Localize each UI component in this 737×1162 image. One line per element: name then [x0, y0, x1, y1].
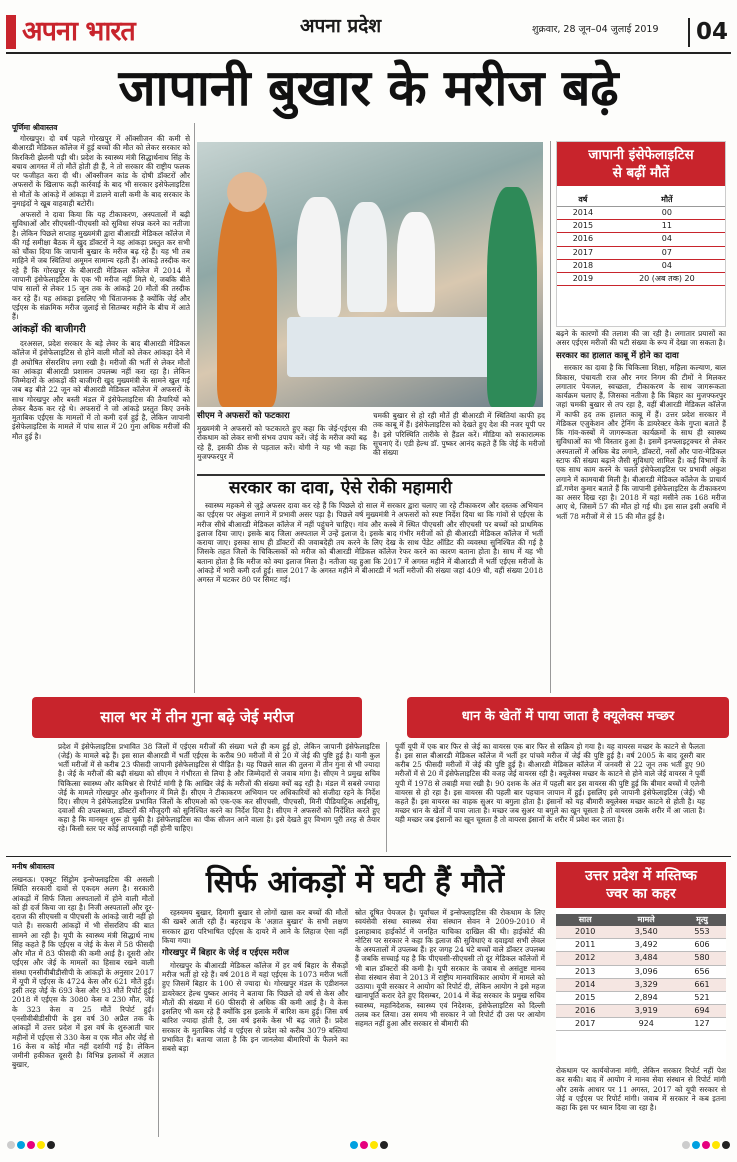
table-row [556, 952, 726, 965]
table-row [557, 259, 725, 272]
cell-patients: 3,096 [614, 965, 678, 978]
cell-year: 2019 [557, 272, 609, 285]
claim-text [197, 501, 543, 693]
photo-figure [297, 197, 341, 317]
column-divider [550, 141, 551, 693]
claim-heading: सरकार का दावा, ऐसे रोकी महामारी [229, 478, 452, 498]
story1-mid-right: चमकी बुखार से हो रही मौतें ही बीआरडी में स्थितियां काफी हद तक काबू में हैं। इंसेफेलाइटिस को देखते हुए देश की नजर यूपी पर है। इसे परिस्थिति तारीके से हैंडल करें। मीडिया को सकारात्मक सूचनाएं दें। एडी हेल्थ डॉ. पुष्कर आनंद कहते हैं कि जेई के मरीजों की संख्या [373, 411, 545, 458]
cell-year: 2016 [557, 233, 609, 246]
table-row [556, 926, 726, 939]
byline-1: पूर्णिमा श्रीवास्तव [12, 123, 58, 132]
cell-deaths: 20 (अब तक) 20 [609, 272, 725, 285]
reg-dot [47, 1141, 55, 1149]
table-row [557, 220, 725, 233]
story1-col1 [12, 134, 190, 694]
main-headline: जापानी बुखार के मरीज बढ़े [118, 59, 619, 117]
cell-year: 2018 [557, 259, 609, 272]
cell-patients: 3,919 [614, 1005, 678, 1018]
col-deaths: मौतें [609, 194, 725, 207]
cell-year: 2012 [556, 952, 614, 965]
cell-year: 2017 [556, 1018, 614, 1031]
reg-dot [722, 1141, 730, 1149]
reg-dot [682, 1141, 690, 1149]
column-divider [194, 123, 195, 693]
banner-right: धान के खेतों में पाया जाता है क्यूलेक्स मच्छर [407, 697, 729, 738]
issue-date: शुक्रवार, 28 जून–04 जुलाई 2019 [532, 24, 659, 35]
story3-col2 [162, 908, 348, 1137]
reg-dots-center [349, 1141, 389, 1151]
story3-para: रहस्यमय बुखार, दिमागी बुखार से लोगों खास कर बच्चों की मौतों की खबरें आती रही हैं। बहराइच के 'अज्ञात बुखार' के सभी लक्षण सरकार द्वारा परिभाषित एईएस के दायरे में आने के लिहाज ऐसा नहीं किया गया। [162, 908, 348, 945]
col-patients: मामले [614, 914, 678, 926]
table-row [556, 978, 726, 991]
cell-patients: 3,540 [614, 926, 678, 939]
table-row [556, 939, 726, 952]
box1-title-line: से बढ़ीं मौतें [612, 165, 670, 181]
table-row [556, 965, 726, 978]
cell-deaths: 694 [678, 1005, 726, 1018]
claim-top-rule [197, 474, 545, 476]
cell-deaths: 04 [609, 233, 725, 246]
cell-deaths: 127 [678, 1018, 726, 1031]
cell-patients: 3,329 [614, 978, 678, 991]
story1-para: बढ़ने के कारणों की तलाश की जा रही है। लगातार प्रयासों का असर एईएस मरीजों की घटी संख्या के रूप में देखा जा सकता है। [556, 329, 726, 348]
subhead-control: सरकार का हालात काबू में होने का दावा [556, 350, 679, 361]
cell-year: 2014 [557, 207, 609, 220]
column-divider [386, 742, 387, 852]
photo-figure [347, 202, 387, 312]
cell-deaths: 580 [678, 952, 726, 965]
cell-deaths: 04 [609, 259, 725, 272]
story3-para: गोरखपुर के बीआरडी मेडिकल कॉलेज में हर वर्ष बिहार के सैकड़ों मरीज भर्ती हो रहे हैं। वर्ष 2018 में यहां एईएस के 1073 मरीज भर्ती हुए जिसमें बिहार के 100 से ज्यादा थे। गोरखपुर मंडल के एडीशनल डायरेक्टर हेल्थ पुष्कर आनंद ने बताया कि पिछले दो वर्ष से केस और मौतों की संख्या में 60 फीसदी से अधिक की कमी आई है। वे केस इसलिए भी कम रहे हैं क्योंकि इस इलाके में बारिश कम हुई। जिस वर्ष बारिश ज्यादा होती है, उस वर्ष इसके केस भी बढ़ जाते हैं। प्रदेश सरकार के मुताबिक जेई व एईएस से प्रदेश को करीब 3079 बस्तियां प्रभावित हैं। बताया जाता है कि इन जानलेवा बीमारियों के फैलने का सबसे बड़ा [162, 960, 348, 1054]
subhead-bihar: गोरखपुर में बिहार के जेई व एईएस मरीज [162, 948, 289, 959]
table-box-deaths [556, 141, 726, 327]
cell-patients: 3,492 [614, 939, 678, 952]
byline-2: मनीष श्रीवास्तव [12, 862, 55, 871]
claim-para: स्वास्थ्य महकमे से जुड़े अफसर दावा कर रहे हैं कि पिछले दो साल में सरकार द्वारा चलाए जा रहे टीकाकरण और दस्तक अभियान का एईएस पर अंकुश लगाने में प्रभावी असर पड़ा है। पिछले वर्ष मुख्यमंत्री ने अफसरों को स्पष्ट निर्देश दिया था कि गांवों से एईएस के मरीज सीधे बीआरडी मेडिकल कॉलेज में नहीं पहुंचने चाहिए। गांव और कस्बे में स्थित पीएचसी और सीएचसी पर बच्चों को प्राथमिक इलाज दिया जाए। इसके बाद जिला अस्पताल में उन्हें इलाज दे। इसके बाद गंभीर मरीजों को ही बीआरडी मेडिकल कॉलेज में भर्ती कराया जाए। इसका साथ ही डॉक्टरों की जवाबदेही तय करने के लिए देख के साथ पेंडेट ऑडिट की व्यवस्था सुनिश्चित की गई है जिसके तहत जिलों के चिकित्सकों को मरीज को बीआरडी मेडिकल कॉलेज रेफर करने का कारण बताना होता है। साथ में यह भी बताना होता है कि मरीज को क्या इलाज मिला है। नतीजा यह हुआ कि 2017 में अगस्त महीने में बीआरडी में भर्ती एईएस मरीजों के आंकड़े में भारी कमी दर्ज हुई। साल 2017 के अगस्त महीने में बीआरडी में भर्ती मरीजों की संख्या जहां 409 थी, वहीं संख्या 2018 अगस्त में घटकर 80 पर सिमट गई। [197, 501, 543, 585]
box2-title-line: ज्वर का कहर [606, 886, 676, 902]
photo-figure [227, 172, 267, 212]
col-deaths: मृत्यु [678, 914, 726, 926]
reg-dot [712, 1141, 720, 1149]
table-row [557, 207, 725, 220]
cell-deaths: 661 [678, 978, 726, 991]
story1-para: दरअसल, प्रदेश सरकार के बड़े लेवर के बाद बीआरडी मेडिकल कॉलेज में इंसेफेलाइटिस से होने वाली मौतों को लेकर आंकड़ा देने में ही अघोषित सेंसरशिप लगा रखी है। मरीजों की भर्ती से लेकर मौतों का आंकड़ा बीआरडी प्रशासन उपलब्ध नहीं करा रहा है। लेकिन जिम्मेदारों के आंकड़ों की बाजीगरी खुद मुख्यमंत्री के सामने खुल गई जब बड़ बीते 22 जून को बीआरडी मेडिकल कॉलेज में अफसरों के साथ गोरखपुर और बस्ती मंडल में इंसेफेलाइटिस की तैयारियों को लेकर बैठक कर रहे थे। अफसरों ने जो आंकड़े प्रस्तुत किए उनके मुताबिक एईएस के मामलों में तो कमी दर्ज हुई है, लेकिन जापानी इंसेफेलाइटिस के मामले में पांच साल में 20 गुना अधिक मरीजों की मौत हुई है। [12, 339, 190, 441]
photo-figure [397, 212, 435, 312]
table-row [557, 272, 725, 285]
reg-dots-right [681, 1141, 731, 1151]
story3-col4: रोकथाम पर कार्ययोजना मांगी, लेकिन सरकार रिपोर्ट नहीं पेश कर सकी। बाद में आयोग ने मानव सेवा संस्थान से रिपोर्ट मांगी और उसके आधार पर 11 अगस्त, 2017 को यूपी सरकार से जेई व एईएस पर रिपोर्ट मांगी। जवाब में सरकार ने कब इतना कहा कि इस पर ध्यान दिया जा रहा है। [556, 1066, 726, 1113]
story3-col3: स्रोत दूषित पेयजल है। पूर्वांचल में इन्सेफ्लाइटिस की रोकथाम के लिए स्वयंसेवी संस्था स्वास्थ्य सेवा संस्थान सेवन ने 2009-2010 में इलाहाबाद हाईकोर्ट में जनहित याचिका दाखिल की थी। हाईकोर्ट की नोटिस पर सरकार ने कहा कि इलाज की सुविधाएं व दवाइयां सभी लेवल के अस्पतालों में उपलब्ध हैं। हर जगह 24 घंटे बच्चों वाले डॉक्टर उपलब्ध हैं जबकि सच्चाई यह है कि पीएचसी-सीएचसी तो दूर मेडिकल कॉलेजों में भी बाल डॉक्टरों की कमी है। यूपी सरकार के जवाब से असंतुष्ट मानव सेवा संस्थान सेवा ने 2013 में राष्ट्रीय मानवाधिकार आयोग में मामले को उठाया। यूपी सरकार ने आयोग को रिपोर्ट दी, लेकिन आयोग ने इसे महज खानापूर्ति करार देते हुए दिसम्बर, 2014 में केंद्र सरकार के प्रमुख सचिव स्वास्थ्य, महानिदेशक, स्वास्थ्य एवं निदेशक, इंसेफेलाइटिस को दिल्ली तलब कर लिया। उस समय भी सरकार ने जो रिपोर्ट दी उस पर आयोग सहमत नहीं हुआ और सरकार से बीमारी की [355, 908, 545, 1029]
story2-left: प्रदेश में इंसेफेलाइटिस प्रभावित 38 जिलों में एईएस मरीजों की संख्या भले ही कम हुई हो, लेकिन जापानी इंसेफेलाइटिस (जेई) के मामले बढ़े हैं। इस साल बीआरडी में भर्ती एईएस के करीब 90 मरीजों में से 20 में जेई की पुष्टि हुई है। यानी कुल भर्ती मरीजों में से करीब 23 फीसदी जापानी इंसेफेलाइटिस से पीड़ित है। यह पिछले साल की तुलना में तीन गुना से भी ज्यादा है। जेई के मरीजों की बढ़ी संख्या को सीएम ने गंभीरता से लिया है और जिम्मेदारों से जवाब मांगा है। सीएम ने प्रमुख सचिव चिकित्सा स्वास्थ्य और कमिश्नर से रिपोर्ट मांगी है कि आखिर जेई के मरीजों की संख्या क्यों बढ़ रही है। मंडल में सबसे ज्यादा जेई के मामले गोरखपुर और कुशीनगर में मिले हैं। सीएम ने टीकाकरण अभियान पर अधिकारियों को संजीदा रहने के निर्देश दिए। सीएम ने इंसेफेलाइटिस प्रभावित जिलों के सीएमओ को एक-एक कर सीएचसी, पीएचसी, मिनी पीडियाट्रिक आईसीयू, दवाओं की उपलब्धता, डॉक्टरों की मौजूदगी को सुनिश्चित करने का निर्देश दिया है। सीएम ने अफसरों को निर्देशित करते हुए कहा है कि मानसून शुरू हो चुकी है। इंसेफेलाइटिस का पीक सीजन आने वाला है। इसे देखते हुए विभाग पूरी तरह से तैयार रहे। किसी स्तर पर कोई लापरवाही नहीं होनी चाहिए। [58, 742, 380, 834]
reg-dot [37, 1141, 45, 1149]
cell-year: 2013 [556, 965, 614, 978]
header-rule [6, 52, 731, 54]
reg-dot [380, 1141, 388, 1149]
cell-year: 2015 [556, 991, 614, 1004]
cell-deaths: 656 [678, 965, 726, 978]
masthead-logo-block [0, 12, 140, 52]
story3-col1: लखनऊ। एक्यूट सिंड्रोम इन्सेफ्लाइटिस की असली स्थिति सरकारी दावों से एकदम अलग है। सरकारी आंकड़ों में सिर्फ जिला अस्पतालों में होने वाली मौतों को ही दर्ज किया जा रहा है। निजी अस्पतालों और दूर-दराज की सीएचसी व पीएचसी के आंकड़े जारी नहीं हो पाते हैं। सरकारी आंकड़ों में भी सेंसरशिप की बात सामने आ रही है। यूपी के स्वास्थ्य मंत्री सिद्धार्थ नाथ सिंह कहते हैं कि एईएस व जेई के केस में 58 फीसदी और मौत में 83 फीसदी की कमी आई है। दूसरी ओर एईएस और जेई के मामलों का हिसाब रखने वाली संस्था एनसीवीबीडीसीपी के आंकड़ों के अनुसार 2017 में यूपी में एईएस के 4724 केस और 621 मौतें हुईं। इसी तरह जेई के 693 केस और 93 मौतें रिपोर्ट हुईं। 2018 में एईएस के 3080 केस व 230 मौत, जेई के 323 केस व 25 मौतें रिपोर्ट हुईं। एनसीवीबीडीसीपी के इस वर्ष 30 अप्रैल तक के आंकड़ों में उत्तर प्रदेश में इस वर्ष के शुरुआती चार महीनों में एईएस से 330 केस व एक मौत और जेई से 16 केस व कोई मौत नहीं दर्शायी गई है। लेकिन जमीनी हकीकत दूसरी है। विभिन्न इलाकों में अज्ञात बुखार, [12, 875, 154, 1070]
cell-deaths: 07 [609, 246, 725, 259]
cell-year: 2015 [557, 220, 609, 233]
story1-para: अफसरों ने दावा किया कि यह टीकाकरण, अस्पतालों में बढ़ी सुविधाओं और सीएचसी-पीएचसी को सुविधा संपन्न करने का नतीजा है। लेकिन पिछले सप्ताह मुख्यमंत्री द्वारा बीआरडी मेडिकल कॉलेज में की गई समीक्षा बैठक में खुद डॉक्टरों ने यह आंकड़ा प्रस्तुत कर सभी को चौंका दिया कि जापानी बुखार के मरीज बढ़ रहे हैं। यह भी तब माहिने में जब स्थितियां अमूमन सामान्य रहती हैं। आंकड़े तस्दीक कर रहे हैं कि गोरखपुर के बीआरडी मेडिकल कॉलेज में 2014 में जापानी इंसेफेलाइटिस के एक भी मरीज नहीं मिले थे, जबकि बीते पांच सालों से लेकर 15 जून तक के आंकड़े 20 मौतों की तस्दीक कर रहे हैं। यह आंकड़ा इसलिए भी चिंताजनक है क्योंकि जेई और एईएस के संक्रमिक मरीज जुलाई से सितम्बर महीने के बीच में आते हैं। [12, 210, 190, 322]
story1-para: सरकार का दावा है कि चिकित्सा शिक्षा, महिला कल्याण, बाल विकास, पंचायती राज और नगर निगम की टीमों ने मिलकर लगातार पेयजल, स्वच्छता, टीकाकरण के साथ जागरूकता कार्यक्रम चलाए हैं, जिसका नतीजा है कि बिहार का मुजफ्फरपुर जहां चमकी बुखार से तप रहा है, वहीं बीआरडी मेडिकल कॉलेज में काफी हद तक हालात काबू में हैं। उत्तर प्रदेश सरकार में मेडिकल एजुकेशन और ट्रेनिंग के डायरेक्टर केके गुप्ता बताते हैं कि गांव-कस्बों में जागरूकता कार्यक्रमों के साथ ही स्वास्थ्य सुविधाओं का भी विस्तार हुआ है। इसमें इनफ्लाइट्रक्चर से लेकर अस्पतालों में अधिक बेड लगाने, डॉक्टरों, नर्सों और पारा-मेडिकल स्टाफ की संख्या बढ़ाने जैसी सुविधाएं शामिल हैं। कई विभागों के एक साथ काम करने के चलते इंसेफेलाइटिस पर प्रभावी अंकुश लगाने में कामयाबी मिली है। बीआरडी मेडिकल कॉलेज के प्राचार्य डॉ.गणेश कुमार बताते हैं कि जापानी इंसेफेलाइटिस के टीकाकरण का असर दिख रहा है। 2018 में यहां मसीने तक 168 मरीज आए थे, जिसमें 57 की मौत हो गई थी। इस साल इसी अवधि में भर्ती 78 मरीजों में से 15 की मौत हुई है। [556, 363, 726, 521]
reg-dot [27, 1141, 35, 1149]
box2-title-line: उत्तर प्रदेश में मस्तिष्क [585, 868, 697, 884]
subhead-figures: आंकड़ों की बाजीगरी [12, 324, 86, 336]
table-row [556, 1005, 726, 1018]
headline-2: सिर्फ आंकड़ों में घटी हैं मौतें [205, 865, 505, 900]
table-row [557, 233, 725, 246]
deaths-table [557, 194, 725, 286]
print-registration-marks [6, 1141, 731, 1151]
cases-table [556, 914, 726, 1031]
cell-year: 2016 [556, 1005, 614, 1018]
reg-dot [350, 1141, 358, 1149]
cell-deaths: 553 [678, 926, 726, 939]
col-year: वर्ष [557, 194, 609, 207]
story2-right: पूर्वी यूपी में एक बार फिर से जेई का वायरस एक बार फिर से सक्रिय हो गया है। यह वायरस मच्छर के काटने से फैलता है। इस साल बीआरडी मेडिकल कॉलेज में भर्ती हर पांचवे मरीज में जेई की पुष्टि हुई है। वर्ष 2005 के बाद दूसरी बार करीब 25 फीसदी मरीजों में जेई की पुष्टि हुई है। बीआरडी मेडिकल कॉलेज में जनवरी से 22 जून तक भर्ती हुए 90 मरीजों में से 20 में इंसेफेलाइटिस की वजह जेई वायरस रही है। क्यूलेक्स मच्छर के काटने से होने वाले जेई वायरस ने पूर्वी यूपी में 1978 से तबाही मचा रखी है। 90 दशक के अंत में पहली बार इस वायरस की पुष्टि हुई कि बीमार बच्चों में एलेनी वायरस से हो रहा है। इस वायरस की पहली बार पहचान जापान में हुई। इसलिए इसे जापानी इंसेफेलाइटिस (जेई) भी कहते हैं। इस वायरस का वाहक सुअर या बगुला होता है। इंसानों को यह बीमारी क्यूलेक्स मच्छर काटने से होती है। यह मच्छर धान के खेतों में पाया जाता है। मच्छर जब सुअर या बगुले का खून चूसता है तो वायरस उसके शरीर में आ जाता है। यही मच्छर जब इंसानों का खून चूसता है तो वायरस इंसानों के शरीर में प्रवेश कर जाता है। [395, 742, 705, 825]
story1-mid-left: मुख्यमंत्री ने अफसरों को फटकारते हुए कहा कि जेई-एईएस की रोकथाम को लेकर सभी संभव उपाय करें। जेई के मरीज क्यों बढ़ रहे हैं, इसकी ठीक से पड़ताल करें। योगी ने यह भी कहा कि मुजफ्फरपुर में [197, 424, 367, 461]
photo-figure [487, 187, 537, 407]
box1-title [557, 142, 725, 186]
cell-deaths: 521 [678, 991, 726, 1004]
news-photo [197, 142, 543, 407]
cell-patients: 2,894 [614, 991, 678, 1004]
reg-dot [17, 1141, 25, 1149]
cell-year: 2011 [556, 939, 614, 952]
column-divider [158, 875, 159, 1137]
table-row [556, 1018, 726, 1031]
reg-dot [702, 1141, 710, 1149]
cell-year: 2017 [557, 246, 609, 259]
reg-dots-left [6, 1141, 56, 1151]
table-box-cases [556, 862, 726, 1062]
section-name: अपना प्रदेश [300, 15, 382, 37]
banner-left: साल भर में तीन गुना बढ़े जेई मरीज [32, 697, 362, 738]
reg-dot [370, 1141, 378, 1149]
cell-deaths: 606 [678, 939, 726, 952]
cell-patients: 924 [614, 1018, 678, 1031]
table-row [556, 991, 726, 1004]
cell-year: 2010 [556, 926, 614, 939]
cell-patients: 3,484 [614, 952, 678, 965]
cell-deaths: 00 [609, 207, 725, 220]
newspaper-logo: अपना भारत [22, 15, 135, 47]
reg-dot [7, 1141, 15, 1149]
section-rule [6, 856, 731, 857]
table-row [557, 246, 725, 259]
page-number: 04 [688, 18, 728, 47]
box1-title-line: जापानी इंसेफेलाइटिस [588, 147, 694, 163]
logo-bar [6, 15, 16, 49]
reg-dot [360, 1141, 368, 1149]
story1-col3 [556, 329, 726, 693]
cell-deaths: 11 [609, 220, 725, 233]
box2-title [556, 862, 726, 908]
story1-para: गोरखपुर। दो वर्ष पहले गोरखपुर में ऑक्सीजन की कमी से बीआरडी मेडिकल कॉलेज में हुई बच्चों की मौत को लेकर सरकार को किरकिरी झेलनी पड़ी थी। प्रदेश के स्वास्थ्य मंत्री सिद्धार्थनाथ सिंह के बचाव आगस्त में तो मौतें होती ही हैं, ने तो सरकार की राष्ट्रीय फलक पर फजीहत करा दी थी। ऑक्सीजन कांड के दोषी डॉक्टरों और अफसरों के खिलाफ कड़ी कार्रवाई के बाद भी सरकार इसेफेलाइटिस से मौतों के आंकड़े में आंकड़ा में डालने वाली कमी के बाद सरकार के नुमाइंदों ने खूब वाहवाही बटोरी। [12, 134, 190, 208]
cell-year: 2014 [556, 978, 614, 991]
col-year: साल [556, 914, 614, 926]
reg-dot [692, 1141, 700, 1149]
photo-caption: सीएम ने अफसरों को फटकारा [197, 411, 290, 421]
photo-figure [217, 192, 277, 407]
photo-bed [287, 317, 507, 377]
